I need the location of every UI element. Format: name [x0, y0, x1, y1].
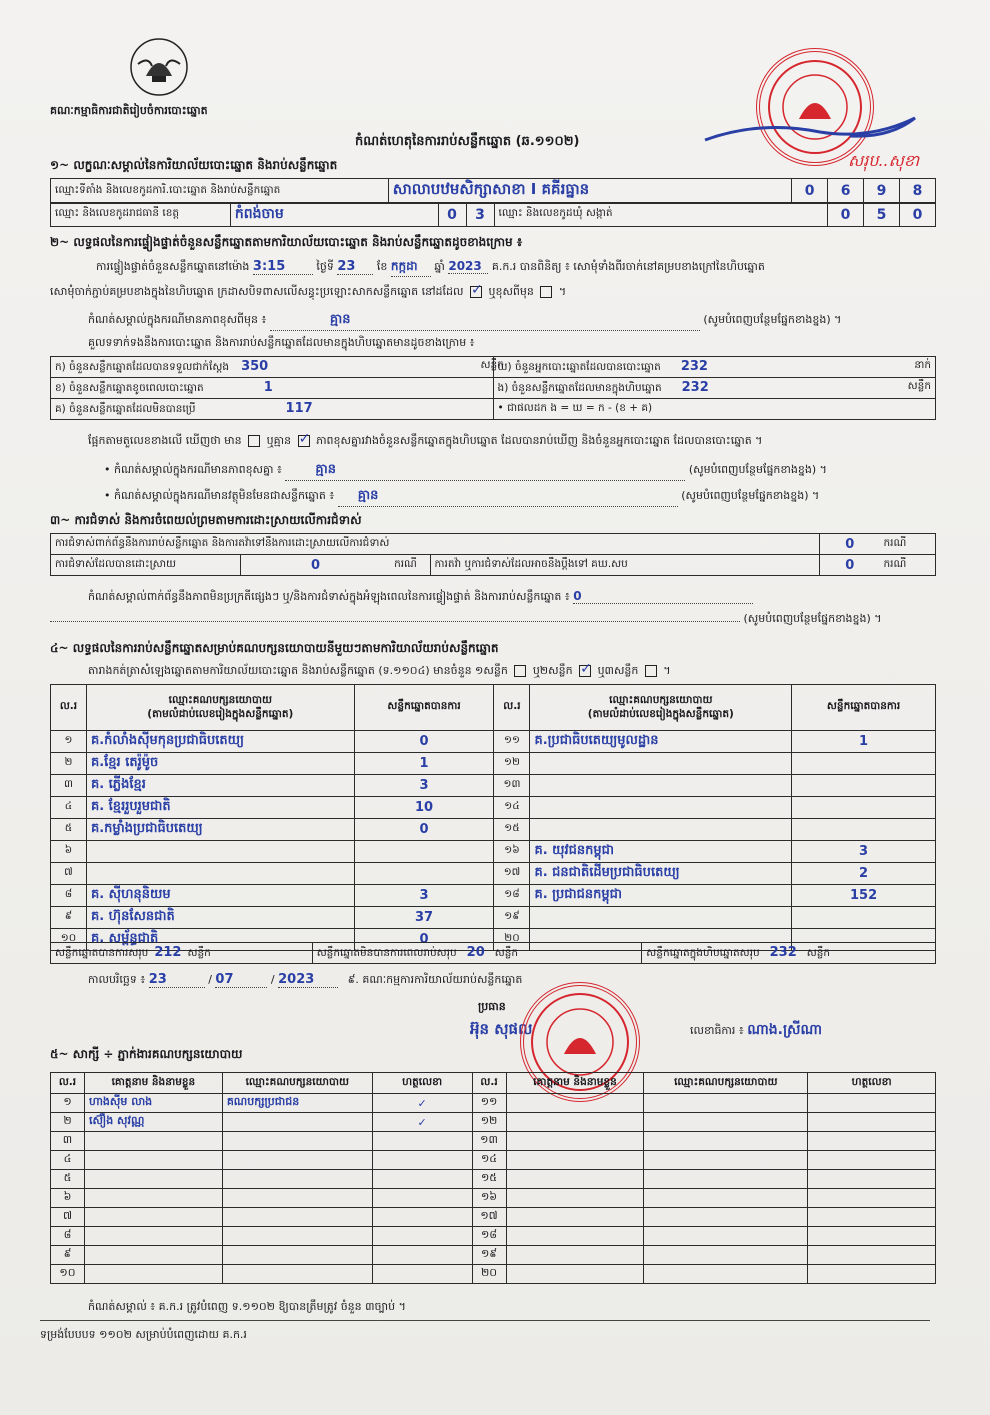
witness-no-left: ៦: [51, 1189, 85, 1208]
table-row: [51, 1094, 936, 1113]
witness-signature-right[interactable]: [808, 1189, 936, 1208]
witness-signature-left[interactable]: [372, 1170, 472, 1189]
witness-no-right: ១៦: [472, 1189, 506, 1208]
witness-no-right: ១៧: [472, 1208, 506, 1227]
witness-no-right: ១៨: [472, 1227, 506, 1246]
col-no-left: ល.រ: [51, 685, 87, 731]
party-name-right[interactable]: [530, 753, 792, 775]
verification-text-b: ថ្ងៃទី: [316, 260, 334, 273]
count-b-value[interactable]: 1: [263, 379, 273, 395]
difference-check-line: [88, 434, 762, 450]
witness-no-right: ១៣: [472, 1132, 506, 1151]
witness-party-left[interactable]: [222, 1170, 372, 1189]
party-no-right: ១២: [494, 753, 530, 775]
date-month[interactable]: 07: [215, 972, 267, 988]
party-name-right[interactable]: [530, 775, 792, 797]
counts-intro: គួលទទាក់ទងនឹងការបោះឆ្នោត និងការរាប់សន្លឹកឆ្នោតដែលមានក្នុងហិបឆ្នោតមានដូចខាងក្រោម ៖: [88, 336, 475, 349]
party-name-left[interactable]: គ.ខ្មែរ តេរ៉ូម៉ូច: [86, 753, 354, 775]
section-1-table-row2: [50, 202, 936, 227]
has-difference-checkbox[interactable]: [248, 435, 260, 447]
witness-signature-left[interactable]: [372, 1151, 472, 1170]
witness-col-sign-right: ហត្ថលេខា: [808, 1073, 936, 1094]
form-title: កំណត់ហេតុនៃការរាប់សន្លឹកឆ្នោត (ឆ.១១០២): [355, 134, 580, 149]
witness-no-left: ៥: [51, 1170, 85, 1189]
table-row: [51, 797, 936, 819]
secretary-label: លេខាធិការ ៖: [690, 1024, 744, 1037]
location-code-1[interactable]: 0: [792, 179, 828, 204]
party-name-left[interactable]: គ.កម្លាំងប្រជាធិបតេយ្យ: [86, 819, 354, 841]
witness-no-left: ២: [51, 1113, 85, 1132]
col-party-left: ឈ្មោះគណបក្សនយោបាយ (តាមលំដាប់លេខរៀងក្នុងសន្លឹកឆ្នោត): [86, 685, 354, 731]
province-code-2[interactable]: 3: [466, 203, 494, 227]
difference-note-line: [88, 311, 936, 331]
witness-signature-left[interactable]: [372, 1227, 472, 1246]
party-name-right[interactable]: [530, 797, 792, 819]
party-name-right[interactable]: គ. ប្រជាជនកម្ពុជា: [530, 885, 792, 907]
col-no-right: ល.រ: [494, 685, 530, 731]
party-votes-right[interactable]: [792, 753, 936, 775]
total-box-label: សន្លឹកឆ្នោតក្នុងហិបឆ្នោតសរុប: [646, 946, 760, 959]
footnote: កំណត់សម្គាល់ ៖ គ.ក.រ ត្រូវបំពេញ ទ.១១០២ ឱ្យបានត្រឹមត្រូវ ចំនួន ៣ច្បាប់ ។: [88, 1300, 406, 1313]
count-d-value[interactable]: 232: [680, 358, 708, 374]
count-b-label: ខ) ចំនួនសន្លឹកឆ្នោតខូចពេលបោះឆ្នោត: [55, 381, 204, 394]
resolved-unit: ករណី: [390, 555, 430, 576]
table-row: [51, 1265, 936, 1284]
count-e-label: ង) ចំនួនសន្លឹកឆ្នោតដែលមានក្នុងហិបឆ្នោត: [497, 381, 662, 394]
witness-party-right[interactable]: [644, 1227, 808, 1246]
irregularity-note-line: [88, 589, 753, 606]
formula-note: • ជាផលដក ង = ឃ = ក - (ខ + គ): [497, 401, 653, 414]
same-checkbox[interactable]: [470, 286, 482, 298]
secretary-line: [690, 1020, 822, 1041]
witness-col-name-left: គោត្តនាម និងនាមខ្លួន: [84, 1073, 222, 1094]
party-votes-left[interactable]: 10: [354, 797, 494, 819]
total-valid-unit: សន្លឹក: [187, 946, 211, 959]
witness-col-sign-left: ហត្ថលេខា: [372, 1073, 472, 1094]
party-votes-right[interactable]: 1: [792, 731, 936, 753]
table-row: [51, 731, 936, 753]
section-3-heading: ៣~ ការជំទាស់ និងការចំពេយល់ព្រមតាមការដោះស្រាយលើការជំទាស់: [50, 513, 362, 527]
date-year[interactable]: 2023: [278, 972, 338, 988]
witness-name-right[interactable]: [506, 1208, 644, 1227]
total-valid-label: សន្លឹកឆ្នោតបានការសរុប: [55, 946, 149, 959]
witness-no-right: ១២: [472, 1113, 506, 1132]
different-label: ឬខុសពីមុន: [488, 285, 534, 298]
chair-label: ប្រធាន: [478, 1000, 506, 1013]
commune-label: ឈ្មោះ និងលេខកូដឃុំ សង្កាត់: [494, 203, 828, 227]
location-code-4[interactable]: 8: [900, 179, 936, 204]
table-row: [51, 907, 936, 929]
chair-signature[interactable]: អ៊ុន សុផល: [470, 1020, 533, 1038]
party-name-right[interactable]: [530, 907, 792, 929]
witness-signature-left[interactable]: [372, 1208, 472, 1227]
table-row: [51, 1132, 936, 1151]
witness-no-left: ១០: [51, 1265, 85, 1284]
party-no-left: ៧: [51, 863, 87, 885]
witness-name-left[interactable]: ស៊ឿង សុវណ្ណ: [84, 1113, 222, 1132]
party-votes-left[interactable]: 0: [354, 731, 494, 753]
party-votes-left[interactable]: 37: [354, 907, 494, 929]
witness-col-name-right: គោត្តនាម និងនាមខ្លួន: [506, 1073, 644, 1094]
witness-party-left[interactable]: [222, 1113, 372, 1132]
commune-code-1[interactable]: 0: [828, 203, 864, 227]
witness-col-no-left: ល.រ: [51, 1073, 85, 1094]
witness-no-left: ៧: [51, 1208, 85, 1227]
party-votes-right[interactable]: [792, 797, 936, 819]
party-name-right[interactable]: [530, 819, 792, 841]
witness-party-left[interactable]: [222, 1246, 372, 1265]
witness-no-left: ៣: [51, 1132, 85, 1151]
verification-year[interactable]: 2023: [448, 259, 488, 274]
table-row: [51, 753, 936, 775]
witness-signature-left[interactable]: ✓: [372, 1113, 472, 1132]
witness-name-right[interactable]: [506, 1246, 644, 1265]
witness-no-right: ១១: [472, 1094, 506, 1113]
witness-no-right: ១៩: [472, 1246, 506, 1265]
party-votes-left[interactable]: 3: [354, 775, 494, 797]
count-c-label: គ) ចំនួនសន្លឹកឆ្នោតដែលមិនបានប្រើ: [55, 402, 196, 415]
party-no-left: ៦: [51, 841, 87, 863]
party-name-left[interactable]: [86, 841, 354, 863]
discrepancy-note-line: [104, 461, 936, 481]
section-5-heading: ៥~ សាក្សី ÷ ភ្នាក់ងារគណបក្សនយោបាយ: [50, 1047, 243, 1061]
witness-party-left[interactable]: [222, 1208, 372, 1227]
party-no-left: ៩: [51, 907, 87, 929]
foreign-object-note-line: [104, 487, 936, 507]
party-results-table: [50, 684, 936, 951]
party-no-left: ១: [51, 731, 87, 753]
irregularity-note-label: កំណត់សម្គាល់ពាក់ព័ន្ធនឹងភាពមិនប្រក្រតីផ្សេងៗ ឬ/និងការជំទាស់ក្នុងអំឡុងពេលនៃការផ្ទៀងផ្ទាត់ និងការរាប់សន្លឹកឆ្នោត ៖: [88, 590, 570, 603]
discrepancy-note-value[interactable]: គ្មាន: [285, 461, 685, 481]
witness-col-party-left: ឈ្មោះគណបក្សនយោបាយ: [222, 1073, 372, 1094]
witness-name-left[interactable]: [84, 1170, 222, 1189]
witness-no-left: ៤: [51, 1151, 85, 1170]
witness-party-right[interactable]: [644, 1151, 808, 1170]
section-2-heading: ២~ លទ្ធផលនៃការផ្ទៀងផ្ទាត់ចំនួនសន្លឹកឆ្នោតតាមការិយាល័យបោះឆ្នោត និងរាប់សន្លឹកឆ្នោតដូចខាងក្រោម ៖: [50, 235, 523, 249]
witness-party-right[interactable]: [644, 1132, 808, 1151]
party-name-left[interactable]: គ. ស៊ីហនុនិយម: [86, 885, 354, 907]
foreign-object-note-label: • កំណត់សម្គាល់ក្នុងករណីមានវត្ថុមិនមែនជាសន្លឹកឆ្នោត ៖: [104, 489, 335, 502]
party-no-right: ១៩: [494, 907, 530, 929]
org-name: គណៈកម្មាធិការជាតិរៀបចំការបោះឆ្នោត: [50, 104, 208, 117]
witness-signature-right[interactable]: [808, 1170, 936, 1189]
party-name-right[interactable]: គ. ជនជាតិដើមប្រជាធិបតេយ្យ: [530, 863, 792, 885]
count-a-label: ក) ចំនួនសន្លឹកឆ្នោតដែលបានទទួលជាក់ស្ដែង: [55, 360, 230, 373]
party-no-right: ១៤: [494, 797, 530, 819]
two-sheet-label: ឬ២សន្លឹក: [532, 664, 573, 677]
count-a-value[interactable]: 350: [241, 358, 269, 374]
different-checkbox[interactable]: [540, 286, 552, 298]
count-d-label: ឃ) ចំនួនអ្នកបោះឆ្នោតដែលបានបោះឆ្នោត: [497, 360, 661, 373]
section-4-heading: ៤~ លទ្ធផលនៃការរាប់សន្លឹកឆ្នោតសម្រាប់គណបក្សនយោបាយនីមួយៗតាមការិយាល័យរាប់សន្លឹកឆ្នោត: [50, 641, 499, 655]
witness-signature-right[interactable]: [808, 1113, 936, 1132]
witness-name-right[interactable]: [506, 1094, 644, 1113]
witness-signature-right[interactable]: [808, 1151, 936, 1170]
table-row: [51, 841, 936, 863]
witness-signature-right[interactable]: [808, 1208, 936, 1227]
witness-party-left[interactable]: [222, 1265, 372, 1284]
party-name-left[interactable]: គ. ភ្លើងខ្មែរ: [86, 775, 354, 797]
resolved-label: ការជំទាស់ដែលបានដោះស្រាយ: [51, 555, 241, 576]
witness-signature-right[interactable]: [808, 1265, 936, 1284]
three-sheet-checkbox[interactable]: [645, 665, 657, 677]
difference-check-text: ផ្អែកតាមតួលេខខាងលើ ឃើញថា មាន: [88, 434, 242, 447]
table-row: [51, 1208, 936, 1227]
committee-label: ៩. គណៈកម្មការការិយាល័យរាប់សន្លឹកឆ្នោត: [347, 973, 523, 986]
witness-no-right: ២០: [472, 1265, 506, 1284]
party-no-left: ៤: [51, 797, 87, 819]
verification-month[interactable]: កក្កដា: [391, 258, 431, 277]
party-no-left: ១០: [51, 929, 87, 951]
table-row: [51, 1189, 936, 1208]
date-line: កាលបរិច្ឆេទ ៖ 23 / 07 / 2023 ៩. គណៈកម្មការការិយាល័យរាប់សន្លឹកឆ្នោត: [88, 972, 523, 987]
total-box-value[interactable]: 232: [769, 944, 797, 960]
witness-no-left: ៩: [51, 1246, 85, 1265]
party-name-left[interactable]: គ.កំលាំងស៊ីមកុនប្រជាធិបតេយ្យ: [86, 731, 354, 753]
party-votes-left[interactable]: [354, 863, 494, 885]
form-note: ទម្រង់បែបបទ ១១០២ សម្រាប់បំពេញដោយ គ.ក.រ: [40, 1328, 247, 1341]
verification-day[interactable]: 23: [337, 259, 373, 275]
col-votes-left: សន្លឹកឆ្នោតបានការ: [354, 685, 494, 731]
party-no-left: ៨: [51, 885, 87, 907]
location-code-2[interactable]: 6: [828, 179, 864, 204]
objections-unit: ករណី: [880, 534, 936, 555]
difference-note-hint: (សូមបំពេញបន្ថែមផ្នែកខាងខ្នង) ។: [703, 313, 842, 326]
table-row: [51, 863, 936, 885]
location-code-3[interactable]: 9: [864, 179, 900, 204]
witness-party-right[interactable]: [644, 1094, 808, 1113]
table-row: [51, 1227, 936, 1246]
witness-signature-right[interactable]: [808, 1132, 936, 1151]
witness-col-no-right: ល.រ: [472, 1073, 506, 1094]
appeal-value[interactable]: 0: [820, 555, 880, 576]
location-label: ឈ្មោះទីតាំង និងលេខកូដការិ.បោះឆ្នោត និងរាប់សន្លឹកឆ្នោត: [51, 179, 389, 204]
table-row: [51, 1151, 936, 1170]
stamp-signature: [700, 110, 930, 150]
party-votes-left[interactable]: 0: [354, 929, 494, 951]
verification-time[interactable]: 3:15: [253, 259, 313, 275]
witness-signature-left[interactable]: [372, 1265, 472, 1284]
witness-table: [50, 1072, 936, 1284]
difference-check-text-2: ភាពខុសគ្នារវាងចំនួនសន្លឹកឆ្នោតក្នុងហិបឆ្នោត ដែលបានរាប់ឃើញ និងចំនួនអ្នកបោះឆ្នោត ដែលបានបោះឆ្នោត ។: [316, 434, 763, 447]
province-code-1[interactable]: 0: [438, 203, 466, 227]
witness-no-left: ១: [51, 1094, 85, 1113]
discrepancy-note-hint: (សូមបំពេញបន្ថែមផ្នែកខាងខ្នង) ។: [688, 463, 827, 476]
party-votes-right[interactable]: [792, 819, 936, 841]
counts-row: [51, 357, 936, 378]
party-no-right: ២០: [494, 929, 530, 951]
party-no-left: ៣: [51, 775, 87, 797]
party-no-right: ១៣: [494, 775, 530, 797]
footer-rule: [40, 1320, 930, 1321]
party-votes-left[interactable]: 1: [354, 753, 494, 775]
witness-name-left[interactable]: [84, 1132, 222, 1151]
witness-name-left[interactable]: [84, 1151, 222, 1170]
witness-no-right: ១៥: [472, 1170, 506, 1189]
col-votes-right: សន្លឹកឆ្នោតបានការ: [792, 685, 936, 731]
party-votes-right[interactable]: 2: [792, 863, 936, 885]
witness-no-right: ១៤: [472, 1151, 506, 1170]
no-difference-label: ឬគ្មាន: [266, 434, 292, 447]
witness-name-left[interactable]: [84, 1265, 222, 1284]
witness-signature-left[interactable]: [372, 1132, 472, 1151]
party-name-right[interactable]: គ.ប្រជាធិបតេយ្យមូលដ្ឋាន: [530, 731, 792, 753]
count-c-value[interactable]: 117: [285, 400, 313, 416]
party-no-right: ១៨: [494, 885, 530, 907]
count-d-unit: នាក់: [914, 358, 931, 371]
commune-code-2[interactable]: 5: [864, 203, 900, 227]
objections-value[interactable]: 0: [820, 534, 880, 555]
total-invalid-unit: សន្លឹក: [494, 946, 519, 959]
witness-party-right[interactable]: [644, 1113, 808, 1132]
witness-name-left[interactable]: ហាងស៊ីម លាង: [84, 1094, 222, 1113]
party-votes-left[interactable]: [354, 841, 494, 863]
objections-label: ការជំទាស់ពាក់ព័ន្ធនឹងការរាប់សន្លឹកឆ្នោត និងការតវ៉ាទៅនឹងការដោះស្រាយលើការជំទាស់: [51, 534, 820, 555]
witness-name-right[interactable]: [506, 1151, 644, 1170]
verification-text-f: សោមុំចាក់ភ្ជាប់គម្របខាងក្នុងនៃហិបឆ្នោត ក្រដាសបិទពាសលើសន្ធុះប្រឡោះសាកសន្លឹកឆ្នោត នៅដដែល: [50, 285, 464, 298]
total-invalid-value[interactable]: 20: [466, 944, 485, 960]
witness-no-left: ៨: [51, 1227, 85, 1246]
difference-note-label: កំណត់សម្គាល់ក្នុងករណីមានភាពខុសពីមុន ៖: [88, 313, 267, 326]
objections-table: [50, 533, 936, 576]
party-name-left[interactable]: គ. ហ៊ុនសែនជាតិ: [86, 907, 354, 929]
party-votes-right[interactable]: [792, 907, 936, 929]
counts-row: [51, 378, 936, 399]
table-row: [51, 1246, 936, 1265]
witness-name-right[interactable]: [506, 1113, 644, 1132]
witness-party-left[interactable]: [222, 1227, 372, 1246]
count-e-unit: សន្លឹក: [907, 379, 931, 392]
party-votes-left[interactable]: 3: [354, 885, 494, 907]
difference-note-value[interactable]: គ្មាន: [270, 311, 700, 331]
table-row: [51, 775, 936, 797]
resolved-value[interactable]: 0: [240, 555, 390, 576]
province-value[interactable]: កំពង់ចាម: [230, 203, 438, 227]
witness-signature-left[interactable]: [372, 1246, 472, 1265]
date-day[interactable]: 23: [149, 972, 205, 988]
party-name-right[interactable]: គ. យុវជនកម្ពុជា: [530, 841, 792, 863]
witness-party-right[interactable]: [644, 1265, 808, 1284]
stamp-note: សរុប..សុខា: [848, 151, 920, 170]
witness-signature-left[interactable]: ✓: [372, 1094, 472, 1113]
table-row: [51, 819, 936, 841]
table-row: [51, 1113, 936, 1132]
witness-party-left[interactable]: [222, 1151, 372, 1170]
witness-party-left[interactable]: [222, 1189, 372, 1208]
verification-line-1: [96, 258, 765, 277]
total-valid-value[interactable]: 212: [154, 944, 182, 960]
party-no-right: ១៦: [494, 841, 530, 863]
discrepancy-note-label: • កំណត់សម្គាល់ក្នុងករណីមានភាពខុសគ្នា ៖: [104, 463, 282, 476]
irregularity-note-value[interactable]: 0: [573, 589, 753, 604]
witness-signature-right[interactable]: [808, 1094, 936, 1113]
party-votes-right[interactable]: 152: [792, 885, 936, 907]
witness-party-right[interactable]: [644, 1170, 808, 1189]
witness-party-left[interactable]: [222, 1132, 372, 1151]
witness-signature-left[interactable]: [372, 1189, 472, 1208]
witness-name-right[interactable]: [506, 1227, 644, 1246]
counts-table: [50, 356, 936, 420]
party-no-right: ១៥: [494, 819, 530, 841]
witness-party-left[interactable]: គណបក្សប្រជាជន: [222, 1094, 372, 1113]
party-name-left[interactable]: [86, 863, 354, 885]
province-label: ឈ្មោះ និងលេខកូដរាជធានី ខេត្ត: [51, 203, 231, 227]
witness-party-right[interactable]: [644, 1208, 808, 1227]
totals-table: [50, 942, 936, 964]
foreign-object-note-value[interactable]: គ្មាន: [338, 487, 678, 507]
party-no-left: ៥: [51, 819, 87, 841]
counts-row: [51, 399, 936, 420]
irregularity-continuation: [50, 612, 936, 628]
party-votes-right[interactable]: 3: [792, 841, 936, 863]
two-sheet-checkbox[interactable]: [579, 665, 591, 677]
location-value[interactable]: សាលាបឋមសិក្សាសាខា I គគីរធ្នាន: [388, 179, 791, 204]
table-row: [51, 885, 936, 907]
party-no-right: ១៧: [494, 863, 530, 885]
table-row: [51, 1170, 936, 1189]
verification-text-d: ឆ្នាំ: [434, 260, 445, 273]
three-sheet-label: ឬ៣សន្លឹក: [597, 664, 639, 677]
commune-code-3[interactable]: 0: [899, 203, 935, 227]
witness-name-left[interactable]: [84, 1246, 222, 1265]
col-party-right: ឈ្មោះគណបក្សនយោបាយ (តាមលំដាប់លេខរៀងក្នុងសន្លឹកឆ្នោត): [530, 685, 792, 731]
appeal-unit: ករណី: [880, 555, 936, 576]
party-name-left[interactable]: គ. ខ្មែររួបរួមជាតិ: [86, 797, 354, 819]
section-1-table: [50, 178, 936, 204]
secretary-signature[interactable]: ណាង.ស្រីណា: [747, 1022, 822, 1038]
witness-signature-right[interactable]: [808, 1227, 936, 1246]
verification-line-2: សោមុំចាក់ភ្ជាប់គម្របខាងក្នុងនៃហិបឆ្នោត ក្រដាសបិទពាសលើសន្ធុះប្រឡោះសាកសន្លឹកឆ្នោត នៅដដែល ✓ ឬខុសពីមុន ។: [50, 285, 566, 301]
verification-text-e: គ.ក.រ បានពិនិត្យ ៖ សោមុំទាំងពីរចាក់នៅគម្របខាងក្រៅនៃហិបឆ្នោត: [491, 260, 765, 273]
witness-col-party-right: ឈ្មោះគណបក្សនយោបាយ: [644, 1073, 808, 1094]
witness-name-right[interactable]: [506, 1265, 644, 1284]
party-votes-right[interactable]: [792, 775, 936, 797]
verification-text-c: ខែ: [376, 260, 388, 273]
witness-name-right[interactable]: [506, 1170, 644, 1189]
irregularity-note-hint: (សូមបំពេញបន្ថែមផ្នែកខាងខ្នង) ។: [743, 612, 882, 625]
witness-party-right[interactable]: [644, 1246, 808, 1265]
witness-signature-right[interactable]: [808, 1246, 936, 1265]
total-invalid-label: សន្លឹកឆ្នោតមិនបានការពេលរាប់សរុប: [316, 946, 457, 959]
count-e-value[interactable]: 232: [681, 379, 709, 395]
party-no-right: ១១: [494, 731, 530, 753]
verification-text-a: ការផ្ទៀងផ្ទាត់ចំនួនសន្លឹកឆ្នោតនៅម៉ោង: [96, 260, 250, 273]
appeal-label: ការតវ៉ា ឬការជំទាស់ដែលអាចនឹងប្ដឹងទៅ គឃ.សប: [430, 555, 820, 576]
witness-party-right[interactable]: [644, 1189, 808, 1208]
party-name-left[interactable]: គ. សម្ព័ន្ធជាតិ: [86, 929, 354, 951]
no-difference-checkbox[interactable]: [298, 435, 310, 447]
party-no-left: ២: [51, 753, 87, 775]
tally-sheet-text: តារាងកត់ត្រាសំឡេងឆ្នោតតាមការិយាល័យបោះឆ្នោត និងរាប់សន្លឹកឆ្នោត (ទ.១១០៤) មានចំនួន ១សន្លឹក: [88, 664, 508, 677]
one-sheet-checkbox[interactable]: [514, 665, 526, 677]
witness-name-right[interactable]: [506, 1189, 644, 1208]
date-label: កាលបរិច្ឆេទ ៖: [88, 973, 146, 986]
emblem-logo: [128, 36, 190, 98]
witness-name-left[interactable]: [84, 1208, 222, 1227]
witness-name-right[interactable]: [506, 1132, 644, 1151]
witness-name-left[interactable]: [84, 1189, 222, 1208]
party-votes-left[interactable]: 0: [354, 819, 494, 841]
total-box-unit: សន្លឹក: [806, 946, 831, 959]
section-1-heading: ១~ លក្ខណៈសម្គាល់នៃការិយាល័យបោះឆ្នោត និងរាប់សន្លឹកឆ្នោត: [50, 158, 338, 172]
tally-sheet-line: តារាងកត់ត្រាសំឡេងឆ្នោតតាមការិយាល័យបោះឆ្នោត និងរាប់សន្លឹកឆ្នោត (ទ.១១០៤) មានចំនួន ១សន្លឹក ឬ២សន្លឹក ✓ ឬ៣សន្លឹក ។: [88, 664, 671, 680]
witness-name-left[interactable]: [84, 1227, 222, 1246]
count-a-unit: សន្លឹក: [480, 358, 504, 371]
foreign-object-note-hint: (សូមបំពេញបន្ថែមផ្នែកខាងខ្នង) ។: [681, 489, 820, 502]
